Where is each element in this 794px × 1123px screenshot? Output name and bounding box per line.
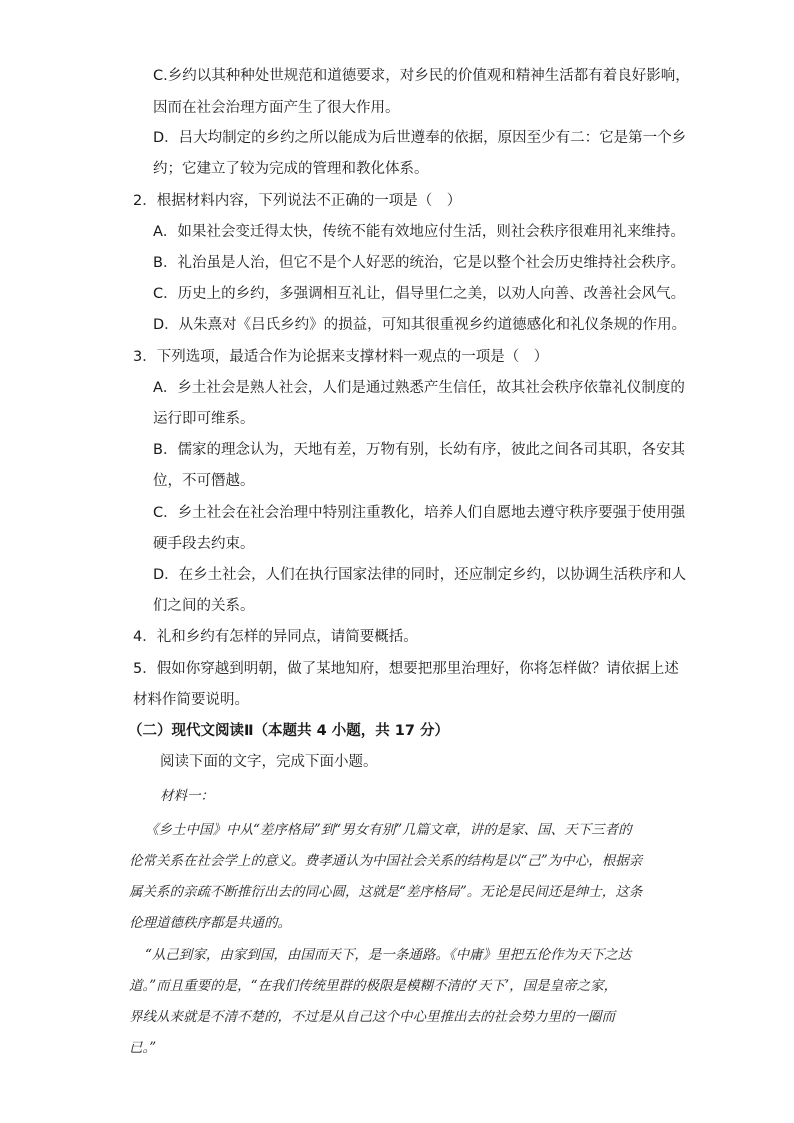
q3-option-b-line2: 位，不可僭越。 [153, 473, 255, 489]
reading-instruction: 阅读下面的文字，完成下面小题。 [160, 754, 378, 770]
q2-option-c: C．历史上的乡约，多强调相互礼让，倡导里仁之美，以劝人向善、改善社会风气。 [153, 286, 686, 302]
material-p2-line4: 已。” [129, 1040, 157, 1056]
material-p1-line3: 属关系的亲疏不断推衍出去的同心圆，这就是“差序格局”。无论是民间还是绅士，这条 [129, 884, 643, 900]
q3-option-c-line2: 硬手段去约束。 [153, 536, 255, 552]
q1-option-c-line1: C.乡约以其种种处世规范和道德要求，对乡民的价值观和精神生活都有着良好影响， [153, 68, 690, 84]
q2-stem: 2．根据材料内容，下列说法不正确的一项是（ ） [133, 193, 462, 209]
q3-option-b-line1: B．儒家的理念认为，天地有差，万物有别，长幼有序，彼此之间各司其职，各安其 [153, 442, 685, 458]
q1-option-c-line2: 因而在社会治理方面产生了很大作用。 [153, 100, 400, 116]
material-p2-line1: “从己到家，由家到国，由国而天下，是一条通路。《中庸》里把五伦作为天下之达 [145, 947, 632, 963]
q3-stem: 3．下列选项，最适合作为论据来支撑材料一观点的一项是（ ） [133, 349, 549, 365]
q5-stem-line2: 材料作简要说明。 [133, 692, 249, 708]
material-p1-line1: 《乡土中国》中从“差序格局”到“男女有别”几篇文章，讲的是家、国、天下三者的 [145, 822, 632, 838]
material-label: 材料一： [160, 788, 214, 804]
q3-option-a-line1: A．乡土社会是熟人社会，人们是通过熟悉产生信任，故其社会秩序依靠礼仪制度的 [153, 380, 685, 396]
q3-option-c-line1: C．乡土社会在社会治理中特别注重教化，培养人们自愿地去遵守秩序要强于使用强 [153, 505, 686, 521]
material-p2-line3: 界线从来就是不清不楚的，不过是从自己这个中心里推出去的社会势力里的一圈而 [129, 1009, 615, 1025]
material-p1-line4: 伦理道德秩序都是共通的。 [129, 915, 291, 931]
q2-option-a: A．如果社会变迁得太快，传统不能有效地应付生活，则社会秩序很难用礼来维持。 [153, 224, 685, 240]
q3-option-d-line1: D．在乡土社会，人们在执行国家法律的同时，还应制定乡约，以协调生活秩序和人 [153, 567, 687, 583]
q4-stem: 4．礼和乡约有怎样的异同点，请简要概括。 [133, 629, 418, 645]
q2-option-b: B．礼治虽是人治，但它不是个人好恶的统治，它是以整个社会历史维持社会秩序。 [153, 255, 685, 271]
q3-option-d-line2: 们之间的关系。 [153, 598, 255, 614]
section-heading: （二）现代文阅读Ⅱ（本题共 4 小题，共 17 分） [128, 723, 450, 739]
q1-option-d-line1: D．吕大均制定的乡约之所以能成为后世遵奉的依据，原因至少有二：它是第一个乡 [153, 130, 687, 146]
q1-option-d-line2: 约；它建立了较为完成的管理和教化体系。 [153, 161, 429, 177]
material-p2-line2: 道。”而且重要的是，“在我们传统里群的极限是模糊不清的‘天下’，国是皇帝之家， [129, 978, 618, 994]
material-p1-line2: 伦常关系在社会学上的意义。费孝通认为中国社会关系的结构是以“己”为中心，根据亲 [129, 853, 643, 869]
q3-option-a-line2: 运行即可维系。 [153, 411, 255, 427]
q5-stem-line1: 5．假如你穿越到明朝，做了某地知府，想要把那里治理好，你将怎样做？请依据上述 [133, 661, 679, 677]
q2-option-d: D．从朱熹对《吕氏乡约》的损益，可知其很重视乡约道德感化和礼仪条规的作用。 [153, 317, 687, 333]
